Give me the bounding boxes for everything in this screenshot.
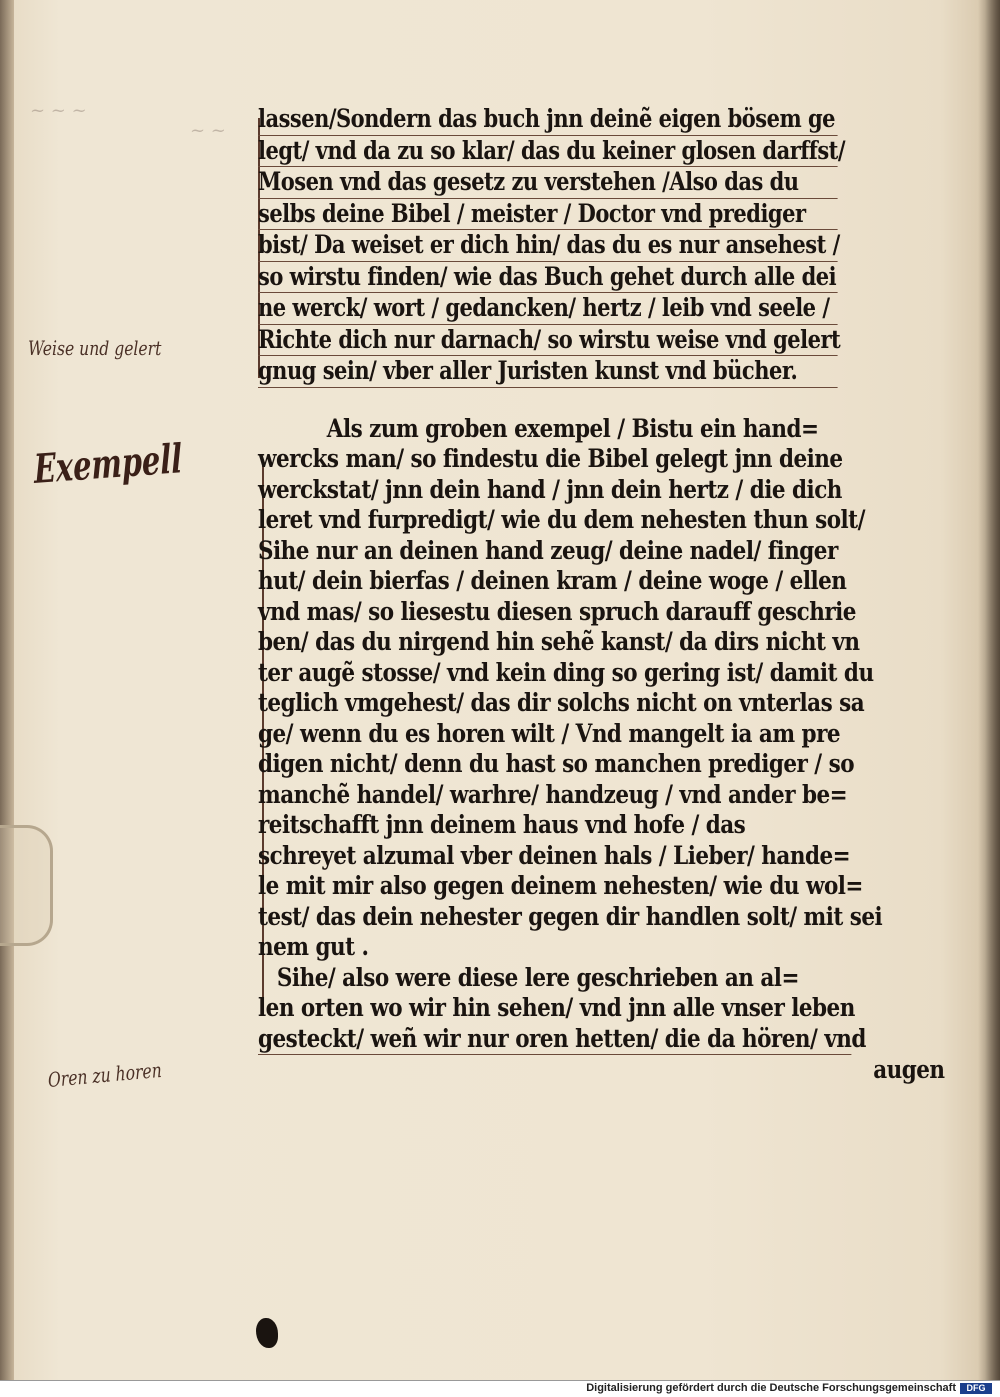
text-line: Sihe/ also were diese lere geschrieben an al= <box>276 962 799 992</box>
text-line: wercks man/ so findestu die Bibel gelegt jnn deine <box>258 444 843 473</box>
page-edge <box>0 0 14 1396</box>
text-line: ben/ das du nirgend hin sehẽ kanst/ da dirs nicht vn <box>258 627 860 656</box>
marginal-note: Weise und gelert <box>28 336 162 360</box>
text-line: lassen/Sondern das buch jnn deinẽ eigen bösem ge <box>258 104 838 136</box>
text-line: Als zum groben exempel / Bistu ein hand= <box>326 413 819 443</box>
text-line: vnd mas/ so liesestu diesen spruch darauff geschrie <box>258 596 856 626</box>
paragraph-2 <box>258 414 948 1086</box>
text-line: leret vnd furpredigt/ wie du dem nehesten thun solt/ <box>258 505 865 534</box>
text-line: werckstat/ jnn dein hand / jnn dein hertz / die dich <box>258 474 842 504</box>
text-line: bist/ Da weiset er dich hin/ das du es nur ansehest / <box>258 230 838 262</box>
text-line: le mit mir also gegen deinem nehesten/ wie du wol= <box>258 871 863 900</box>
text-line: ter augẽ stosse/ vnd kein ding so gering ist/ damit du <box>258 657 874 687</box>
text-line: test/ das dein nehester gegen dir handlen solt/ mit sei <box>258 901 883 931</box>
text-line: ne werck/ wort / gedancken/ hertz / leib vnd seele / <box>258 293 838 325</box>
dfg-logo: DFG <box>960 1383 992 1394</box>
text-line: reitschafft jnn deinem haus vnd hofe / das <box>258 810 746 839</box>
text-line: teglich vmgehest/ das dir solchs nicht on vnterlas sa <box>258 688 865 717</box>
text-line: Mosen vnd das gesetz zu verstehen /Also das du <box>258 167 838 199</box>
marginal-note-exempell: Exempell <box>33 435 183 493</box>
marginal-note: Oren zu horen <box>47 1057 163 1092</box>
text-line: len orten wo wir hin sehen/ vnd jnn alle vnser leben <box>258 993 855 1022</box>
text-line: so wirstu finden/ wie das Buch gehet durch alle dei <box>258 262 838 294</box>
text-line: gnug sein/ vber aller Juristen kunst vnd bücher. <box>258 356 838 388</box>
ink-stain <box>256 1318 278 1348</box>
text-line: nem gut . <box>258 932 369 961</box>
text-line: ge/ wenn du es horen wilt / Vnd mangelt ia am pre <box>258 718 841 748</box>
footer-credit: Digitalisierung gefördert durch die Deutsche Forschungsgemeinschaft <box>586 1382 956 1394</box>
text-line: legt/ vnd da zu so klar/ das du keiner glosen darffst/ <box>258 136 838 168</box>
catchword: augen <box>873 1055 945 1084</box>
text-line: digen nicht/ denn du hast so manchen prediger / so <box>258 749 855 778</box>
text-line: manchẽ handel/ warhre/ handzeug / vnd ander be= <box>258 779 848 809</box>
text-line: Richte dich nur darnach/ so wirstu weise vnd gelert <box>258 325 838 357</box>
text-line: Sihe nur an deinen hand zeug/ deine nadel/ finger <box>258 535 838 565</box>
paragraph-1 <box>258 104 948 388</box>
main-text <box>258 104 948 1086</box>
bleed-through-mark: ~ ~ ~ <box>30 100 87 121</box>
text-line: schreyet alzumal vber deinen hals / Lieber/ hande= <box>258 840 851 870</box>
page-clip <box>0 825 53 946</box>
text-line: gesteckt/ weñ wir nur oren hetten/ die da hören/ vnd <box>258 1024 851 1056</box>
footer-bar <box>0 1380 1000 1397</box>
text-line: hut/ dein bierfas / deinen kram / deine woge / ellen <box>258 566 847 595</box>
text-line: selbs deine Bibel / meister / Doctor vnd prediger <box>258 199 838 231</box>
spine-shadow <box>978 0 1000 1380</box>
bleed-through-mark: ~ ~ <box>190 120 226 141</box>
